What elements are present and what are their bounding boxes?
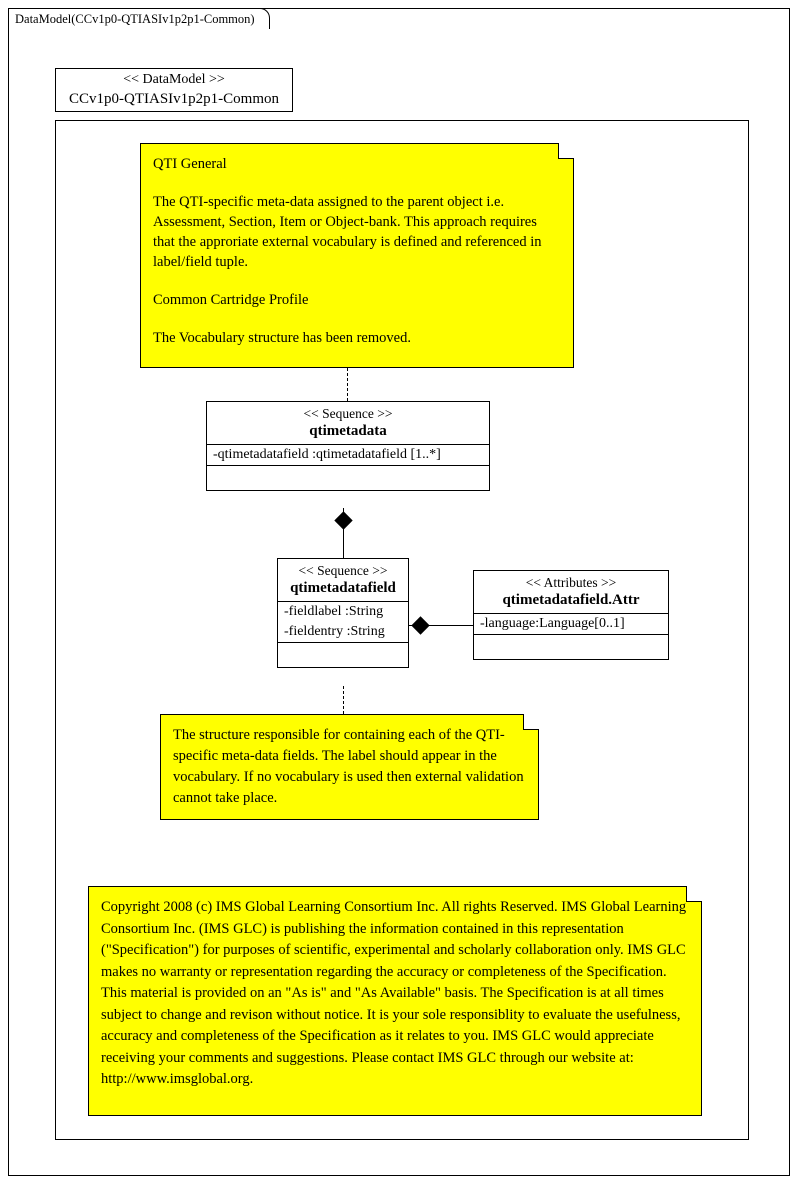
class-qtimetadatafield-operations — [278, 643, 408, 667]
package-tab-label: DataModel(CCv1p0-QTIASIv1p2p1-Common) — [8, 8, 270, 30]
class-qtimetadatafield — [277, 558, 409, 668]
package-tab-cover — [9, 29, 309, 31]
note-copyright — [88, 886, 702, 1116]
datamodel-stereotype: << DataModel >> — [123, 72, 225, 87]
class-attr-name: qtimetadatafield.Attr — [502, 592, 640, 608]
note-anchor-qtimetadata — [347, 368, 348, 401]
datamodel-name: CCv1p0-QTIASIv1p2p1-Common — [69, 91, 279, 107]
note-qti-general — [140, 143, 574, 368]
class-attr-attr-0: -language:Language[0..1] — [480, 616, 625, 631]
note-qti-general-para1: The QTI-specific meta-data assigned to the parent object i.e. Assessment, Section, Item or Object-bank. This approach requires that the approriate external vocabulary is defined and referenced in label/field tuple. — [153, 194, 542, 270]
note-fieldnote — [160, 714, 539, 820]
class-qtimetadatafield-attr — [473, 570, 669, 660]
note-qti-general-para2: The Vocabulary structure has been removed. — [153, 330, 411, 346]
class-qtimetadata-attr-0: -qtimetadatafield :qtimetadatafield [1..*] — [213, 447, 441, 462]
class-qtimetadata-name: qtimetadata — [309, 423, 387, 439]
note-copyright-text: Copyright 2008 (c) IMS Global Learning Consortium Inc. All rights Reserved. IMS Global Learning Consortium Inc. (IMS GLC) is publishing the information contained in this representation ("Specification") for purposes of scientific, experimental and scholarly collaboration only. IMS GLC makes no warranty or representation regarding the accuracy or completeness of the Specification. This material is provided on an "As is" and "As Available" basis. The Specification is at all times subject to change and revison without notice. It is your sole responsiblity to evaluate the usefulness, accuracy and completeness of the Specification as it relates to you. IMS GLC would appreciate receiving your comments and suggestions. Please contact IMS GLC through our website at: http://www.imsglobal.org. — [101, 899, 687, 1087]
class-qtimetadata-stereotype: << Sequence >> — [303, 406, 393, 421]
class-attr-stereotype: << Attributes >> — [525, 575, 617, 590]
note-qti-general-title2: Common Cartridge Profile — [153, 292, 309, 308]
class-qtimetadatafield-name: qtimetadatafield — [290, 580, 396, 596]
note-anchor-qtimetadatafield — [343, 686, 344, 714]
note-qti-general-title: QTI General — [153, 156, 227, 172]
class-qtimetadatafield-attr-0: -fieldlabel :String — [284, 604, 384, 619]
note-fold-icon — [558, 143, 574, 159]
class-qtimetadata — [206, 401, 490, 491]
class-qtimetadatafield-attr-1: -fieldentry :String — [284, 624, 385, 639]
note-fold-icon — [523, 714, 539, 730]
class-qtimetadata-operations — [207, 466, 489, 490]
class-attr-operations — [474, 635, 668, 659]
class-qtimetadatafield-stereotype: << Sequence >> — [298, 563, 388, 578]
note-fold-icon — [686, 886, 702, 902]
note-fieldnote-text: The structure responsible for containing each of the QTI-specific meta-data fields. The label should appear in the vocabulary. If no vocabulary is used then external validation cannot take place. — [173, 727, 524, 806]
datamodel-header — [55, 68, 293, 112]
